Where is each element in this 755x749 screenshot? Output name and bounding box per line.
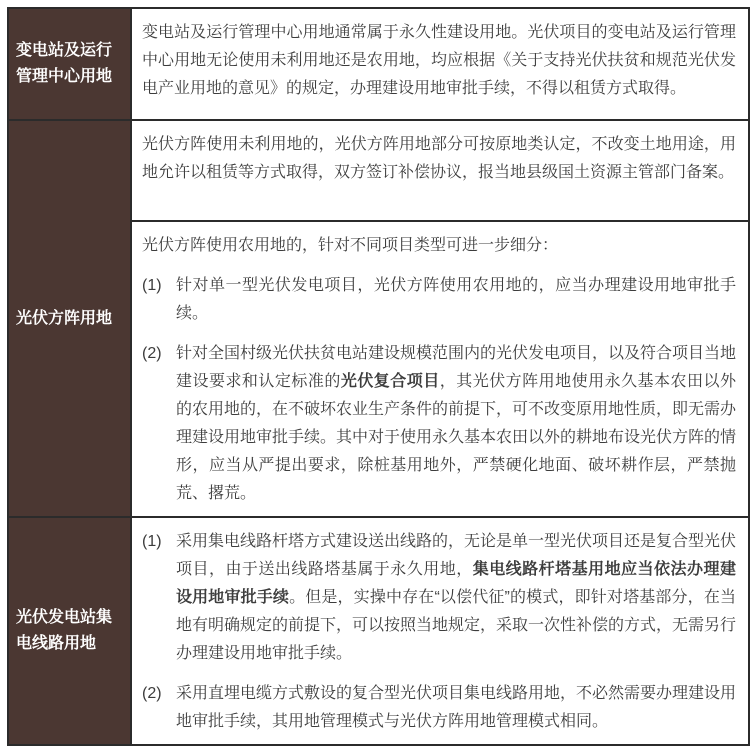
cell-pv-array-agricultural-land	[131, 221, 749, 517]
list-number: (2)	[142, 685, 162, 702]
land-use-table	[7, 7, 750, 746]
row-header-substation-mgmt-center: 变电站及运行管理中心用地	[8, 8, 131, 120]
list-item-text: 针对单一型光伏发电项目，光伏方阵使用农用地的，应当办理建设用地审批手续。	[176, 277, 736, 322]
row-header-pv-array-land: 光伏方阵用地	[8, 120, 131, 517]
paragraph-agri-intro: 光伏方阵使用农用地的，针对不同项目类型可进一步细分：	[142, 237, 559, 254]
list-item-text: 采用直埋电缆方式敷设的复合型光伏项目集电线路用地，不必然需要办理建设用地审批手续，其用地管理模式与光伏方阵用地管理模式相同。	[176, 685, 737, 730]
text-segment: 。但是，实操中存在“以偿代征”的模式，即针对塔基部分，在当地有明确规定的前提下，可以按照当地规定，采取一次性补偿的方式，无需另行办理建设用地审批手续。	[176, 589, 737, 662]
paragraph-unused-land: 光伏方阵使用未利用地的，光伏方阵用地部分可按原地类认定，不改变土地用途，用地允许以租赁等方式取得，双方签订补偿协议，报当地县级国土资源主管部门备案。	[142, 136, 736, 181]
list-item-collector-1	[142, 528, 736, 668]
paragraph-substation: 变电站及运行管理中心用地通常属于永久性建设用地。光伏项目的变电站及运行管理中心用地无论使用未利用地还是农用地，均应根据《关于支持光伏扶贫和规范光伏发电产业用地的意见》的规定，办理建设用地审批手续，不得以租赁方式取得。	[142, 24, 736, 97]
bold-pv-composite-project: 光伏复合项目	[340, 373, 440, 390]
bold-tower-base-approval: 集电线路杆塔基用地应当依法办理建设用地审批手续	[176, 561, 736, 606]
list-number: (1)	[142, 533, 162, 550]
cell-collector-line-text	[131, 517, 749, 745]
list-number: (1)	[142, 277, 162, 294]
text-segment: 针对全国村级光伏扶贫电站建设规模范围内的光伏发电项目，以及符合项目当地建设要求和认定标准的	[176, 345, 737, 390]
list-item-text	[176, 528, 736, 668]
list-item-collector-2	[142, 680, 736, 736]
list-item-agri-1	[142, 272, 736, 328]
list-item-agri-2	[142, 340, 736, 508]
row-header-collector-line-land: 光伏发电站集电线路用地	[8, 517, 131, 745]
list-number: (2)	[142, 345, 162, 362]
text-segment: ，其光伏方阵用地使用永久基本农田以外的农用地的，在不破坏农业生产条件的前提下，可不改变原用地性质，即无需办理建设用地审批手续。其中对于使用永久基本农田以外的耕地布设光伏方阵的情形，应当从严提出要求，除桩基用地外，严禁硬化地面、破坏耕作层，严禁抛荒、撂荒。	[176, 373, 737, 502]
list-item-text	[176, 340, 736, 508]
text-segment: 采用集电线路杆塔方式建设送出线路的，无论是单一型光伏项目还是复合型光伏项目，由于送出线路塔基属于永久用地，	[176, 533, 737, 578]
cell-substation-text	[131, 8, 749, 120]
cell-pv-array-unused-land	[131, 120, 749, 221]
